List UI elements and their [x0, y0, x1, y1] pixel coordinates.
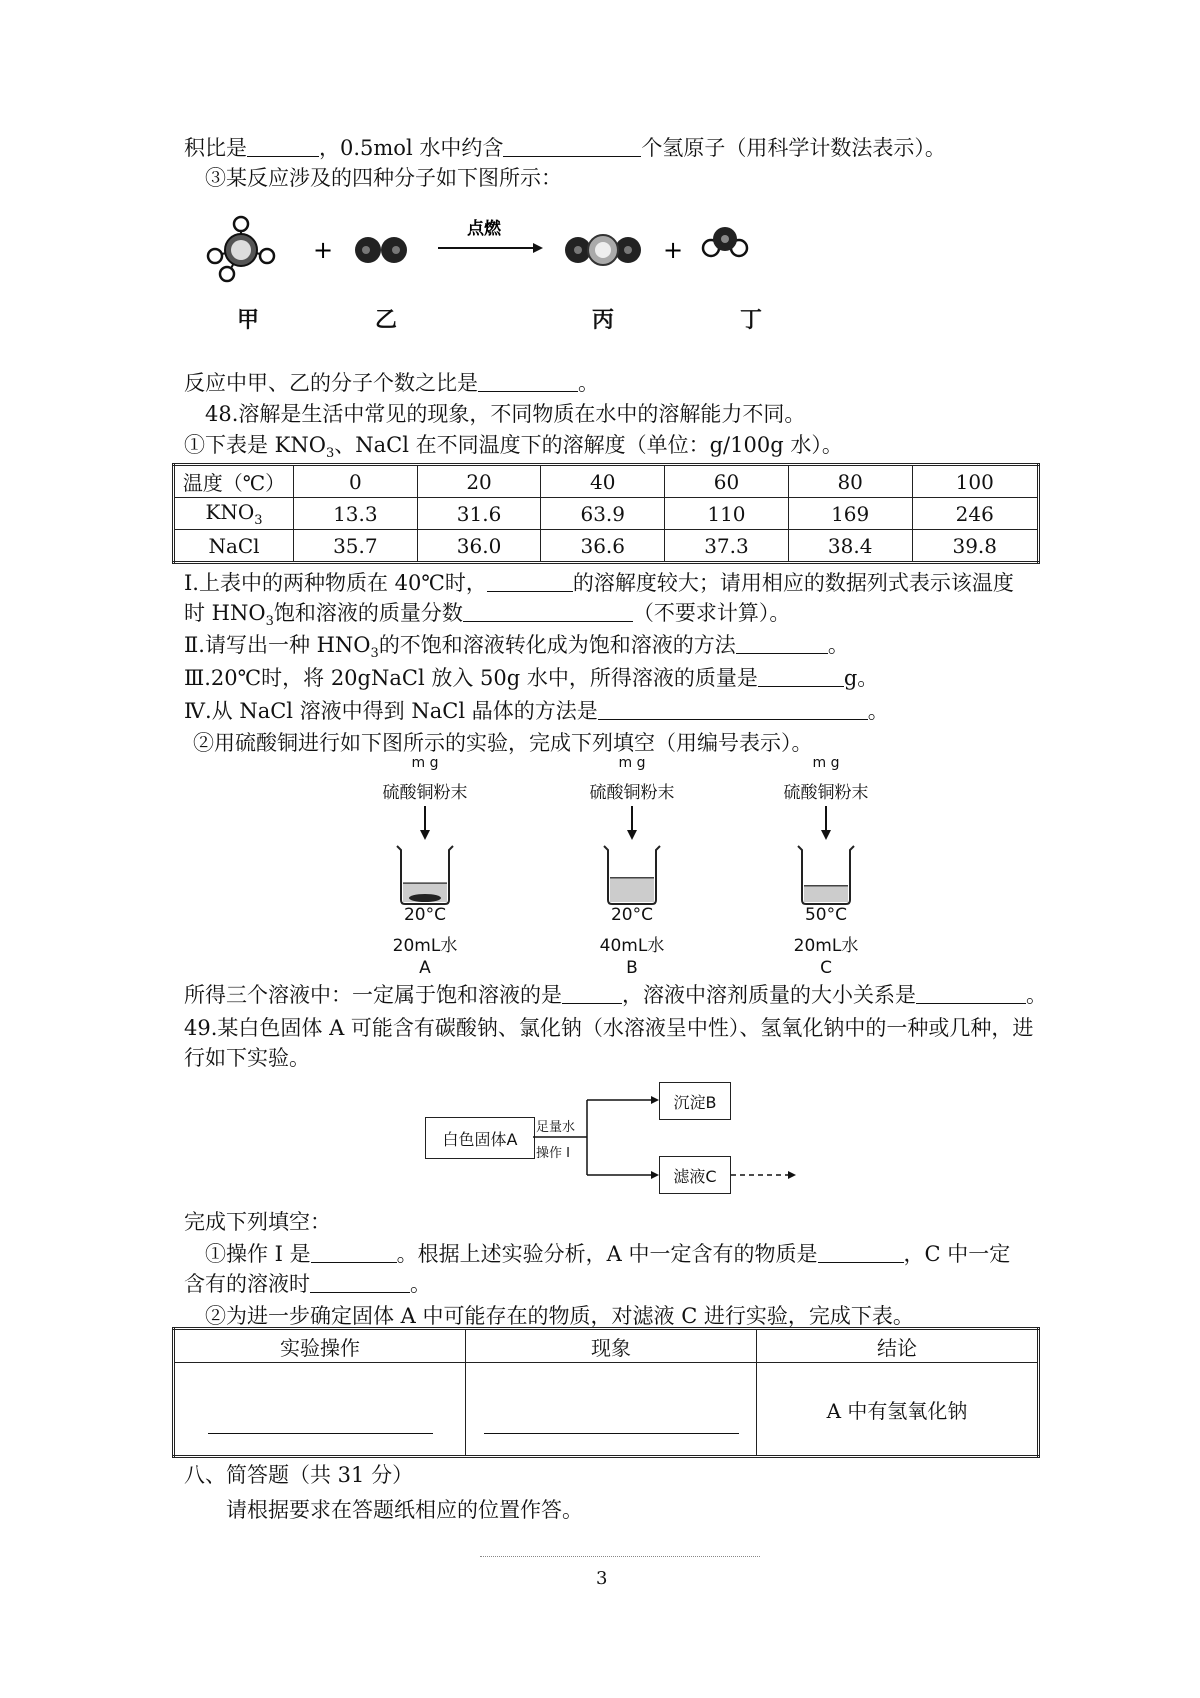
line-sub-iv: Ⅳ.从 NaCl 溶液中得到 NaCl 晶体的方法是 。: [184, 699, 889, 723]
answer-blank[interactable]: [311, 1242, 397, 1263]
beaker-arrowhead: [420, 830, 430, 840]
footer-rule: [480, 1556, 760, 1557]
beaker-temp-label: 20°C: [610, 905, 653, 925]
table-row: 实验操作 现象 结论: [174, 1329, 1039, 1363]
section-8-title: 八、简答题（共 31 分）: [184, 1463, 414, 1487]
question-49-cont: 行如下实验。: [184, 1046, 310, 1070]
label-jia: 甲: [237, 308, 260, 333]
answer-blank[interactable]: [484, 1413, 739, 1434]
beaker-id-label: A: [419, 958, 431, 978]
beaker-water-label: 40mL水: [599, 936, 665, 956]
table-row: $KNO_3$ 13.3 31.6 63.9 110 169 246: [174, 498, 1039, 530]
beaker-temp-label: 50°C: [804, 905, 847, 925]
line-sub-i: Ⅰ.上表中的两种物质在 40℃时， 的溶解度较大；请用相应的数据列式表示该温度: [184, 571, 1014, 595]
answer-blank[interactable]: [562, 983, 622, 1004]
experiment-table: [172, 1327, 1040, 1458]
line-table-instruction: ②为进一步确定固体 A 中可能存在的物质，对滤液 C 进行实验，完成下表。: [205, 1304, 914, 1328]
line-table-intro: ①下表是 $KNO_3$、NaCl 在不同温度下的溶解度（单位：g/100g 水）。: [184, 433, 843, 462]
beaker-id-label: C: [820, 958, 832, 978]
table-row: NaCl 35.7 36.0 36.6 37.3 38.4 39.8: [174, 530, 1039, 563]
line-result-question: 所得三个溶液中：一定属于饱和溶液的是 ，溶液中溶剂质量的大小关系是 。: [184, 983, 1047, 1007]
label-operation-i: 操作 I: [536, 1146, 570, 1161]
answer-blank[interactable]: [208, 1413, 433, 1434]
line-sub-iii: Ⅲ.20℃时，将 20gNaCl 放入 50g 水中，所得溶液的质量是 g。: [184, 666, 879, 690]
section-8-instruction: 请根据要求在答题纸相应的位置作答。: [226, 1498, 583, 1522]
beaker-water-label: 20mL水: [392, 936, 458, 956]
beaker-arrowhead: [821, 830, 831, 840]
table-row: 温度（℃） 0 20 40 60 80 100: [174, 465, 1039, 498]
line-fill-in: 完成下列填空：: [184, 1210, 331, 1234]
label-ding: 丁: [740, 308, 763, 333]
line-reaction-intro: ③某反应涉及的四种分子如下图所示：: [205, 166, 562, 190]
answer-blank[interactable]: [818, 1242, 904, 1263]
question-49: 49.某白色固体 A 可能含有碳酸钠、氯化钠（水溶液呈中性）、氢氧化钠中的一种或几种，进: [184, 1016, 1034, 1040]
question-48: 48.溶解是生活中常见的现象，不同物质在水中的溶解能力不同。: [205, 402, 806, 426]
beaker-powder-label: 硫酸铜粉末: [589, 783, 675, 803]
line-ratio-question: 反应中甲、乙的分子个数之比是 。: [184, 371, 599, 395]
beaker-liquid: [610, 878, 654, 902]
beaker-liquid: [804, 886, 848, 902]
undissolved-solid: [409, 894, 441, 902]
line-copper-sulfate-intro: ②用硫酸铜进行如下图所示的实验，完成下列填空（用编号表示）。: [193, 731, 813, 755]
page-number: 3: [596, 1568, 608, 1589]
box-filtrate-c: 滤液C: [659, 1156, 731, 1194]
label-yi: 乙: [375, 308, 398, 333]
beaker-mass-label: m g: [411, 755, 439, 771]
beaker-water-label: 20mL水: [793, 936, 859, 956]
beaker-id-label: B: [626, 958, 638, 978]
line-volume-ratio: 积比是 ，0.5mol 水中约含 个氢原子（用科学计数法表示）。: [184, 136, 946, 160]
answer-blank[interactable]: [916, 983, 1026, 1004]
box-white-solid: 白色固体A: [425, 1117, 535, 1159]
beaker-arrowhead: [627, 830, 637, 840]
arrow-label: 点燃: [467, 219, 501, 239]
table-row: A 中有氢氧化钠: [174, 1363, 1039, 1457]
box-precipitate-b: 沉淀B: [659, 1082, 731, 1120]
line-sub-ii: Ⅱ.请写出一种 $HNO_3$的不饱和溶液转化成为饱和溶液的方法 。: [184, 633, 849, 662]
beaker-temp-label: 20°C: [403, 905, 446, 925]
line-sub-i-2: 时 $HNO_3$饱和溶液的质量分数 （不要求计算）。: [184, 601, 791, 630]
beaker-powder-label: 硫酸铜粉末: [382, 783, 468, 803]
line-operation-question: ①操作 I 是 。根据上述实验分析，A 中一定含有的物质是 ，C 中一定: [205, 1242, 1011, 1266]
plus-sign: +: [663, 236, 684, 264]
beaker-mass-label: m g: [618, 755, 646, 771]
beaker-mass-label: m g: [812, 755, 840, 771]
beaker-powder-label: 硫酸铜粉末: [783, 783, 869, 803]
line-operation-question-2: 含有的溶液时 。: [184, 1272, 431, 1296]
label-bing: 丙: [592, 308, 615, 333]
answer-blank[interactable]: [310, 1272, 410, 1293]
label-enough-water: 足量水: [536, 1120, 576, 1135]
plus-sign: +: [313, 236, 334, 264]
